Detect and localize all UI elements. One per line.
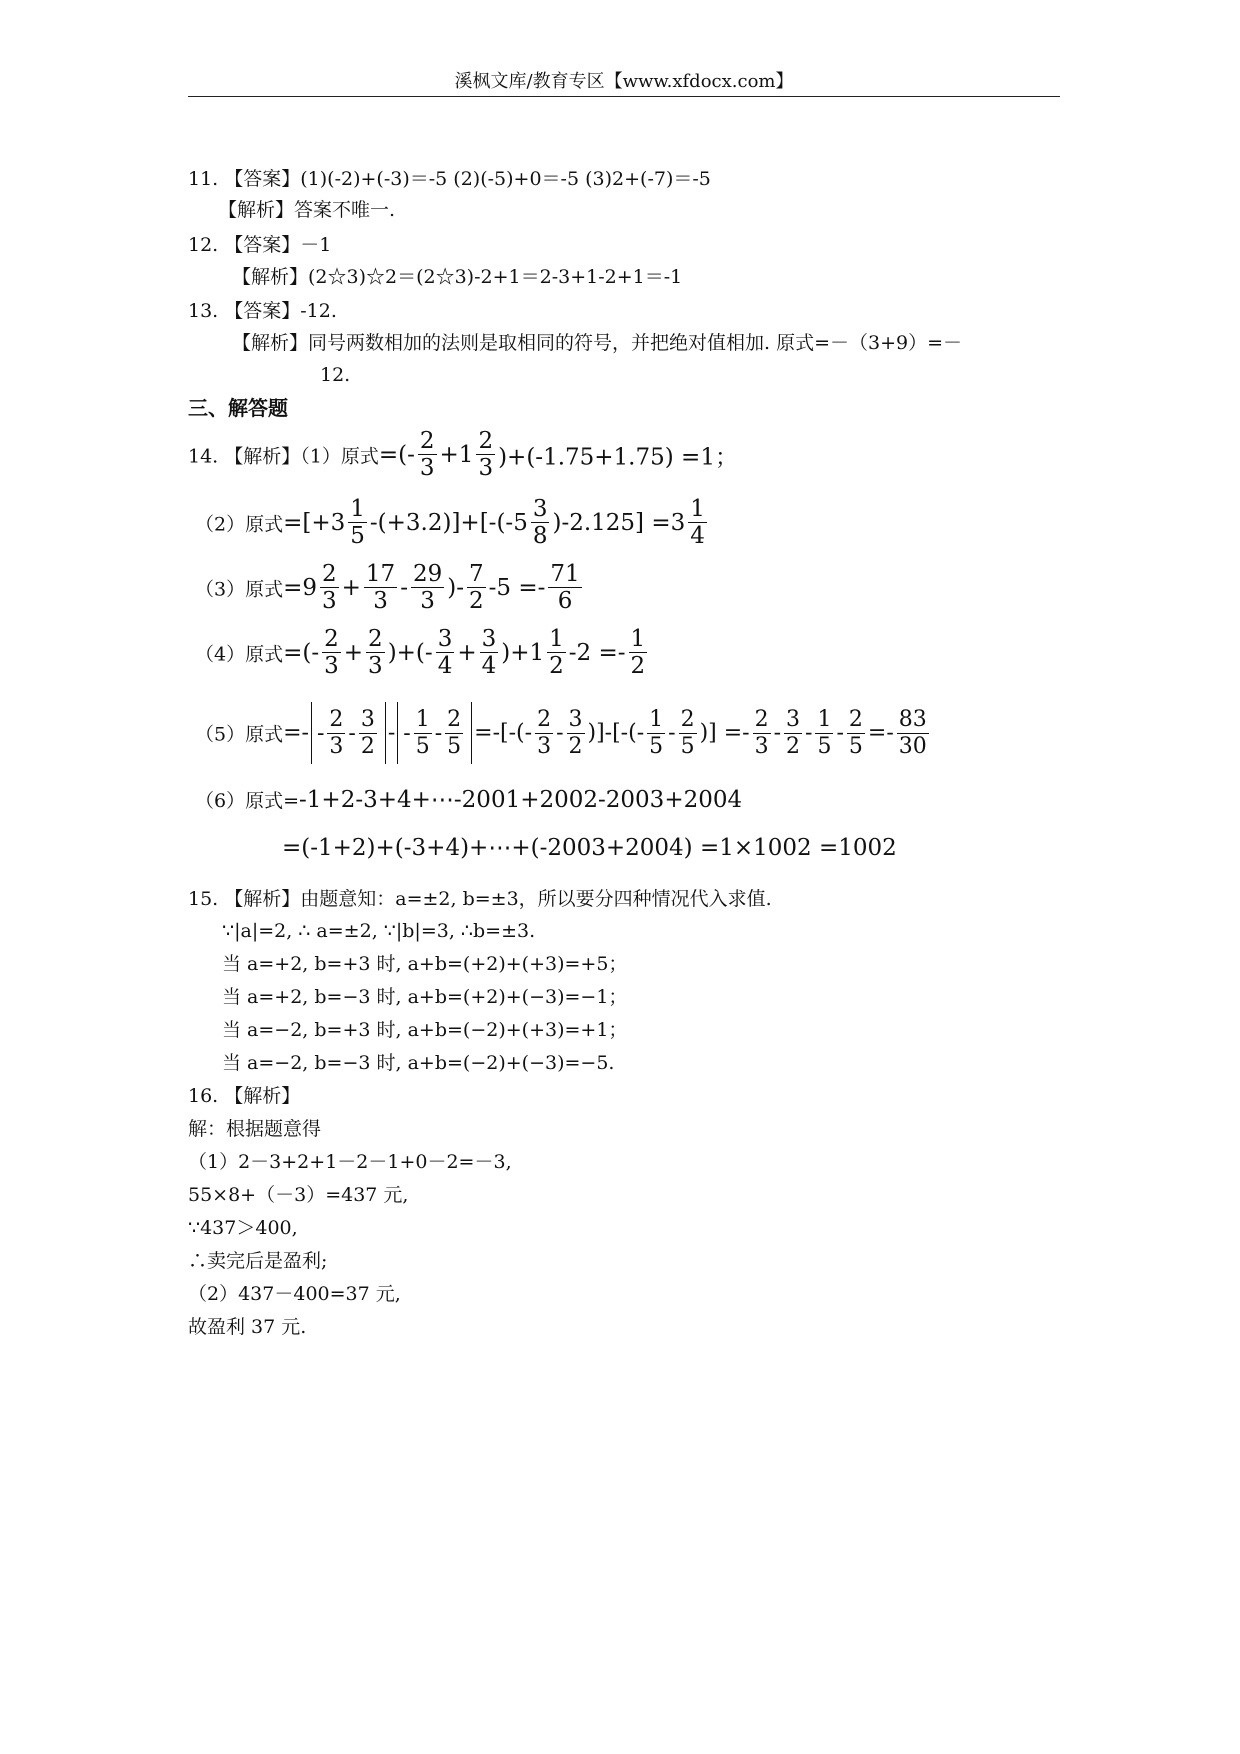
denominator: 3 bbox=[324, 653, 339, 680]
math-text: =-[-(- bbox=[474, 720, 533, 746]
denominator: 3 bbox=[329, 733, 344, 759]
math-text: - bbox=[434, 720, 443, 746]
denominator: 2 bbox=[360, 733, 375, 759]
fraction bbox=[847, 707, 865, 759]
q16-line5: ∵437＞400, bbox=[188, 1217, 298, 1239]
numerator: 1 bbox=[350, 496, 365, 522]
numerator: 2 bbox=[478, 428, 494, 454]
denominator: 5 bbox=[817, 733, 832, 759]
numerator: 2 bbox=[680, 707, 695, 733]
denominator: 2 bbox=[568, 733, 583, 759]
numerator: 2 bbox=[368, 626, 383, 652]
denominator: 5 bbox=[447, 733, 462, 759]
fraction bbox=[322, 626, 341, 680]
absolute-value bbox=[397, 702, 472, 764]
math-text: )+1 bbox=[501, 639, 545, 666]
denominator: 4 bbox=[481, 653, 497, 680]
math-text: - bbox=[836, 720, 844, 746]
denominator: 5 bbox=[649, 733, 664, 759]
fraction bbox=[753, 707, 771, 759]
math-text: - bbox=[805, 720, 813, 746]
q16-line7: （2）437－400=37 元, bbox=[188, 1283, 401, 1305]
denominator: 2 bbox=[786, 733, 801, 759]
numerator: 3 bbox=[481, 626, 497, 652]
numerator: 2 bbox=[447, 707, 462, 733]
denominator: 4 bbox=[437, 653, 453, 680]
q13-analysis-line2: 12. bbox=[320, 364, 351, 386]
q14-part6-line2: =(-1+2)+(-3+4)+⋯+(-2003+2004) =1×1002 =1002 bbox=[282, 835, 897, 861]
fraction bbox=[784, 707, 802, 759]
section-title: 三、解答题 bbox=[188, 396, 288, 420]
numerator: 3 bbox=[532, 496, 548, 522]
part-label: （2）原式 bbox=[195, 513, 284, 536]
q14-part4 bbox=[195, 626, 650, 688]
math-text: - bbox=[387, 720, 396, 746]
q15-line2: ∵|a|=2, ∴ a=±2, ∵|b|=3, ∴b=±3. bbox=[222, 920, 536, 942]
numerator: 83 bbox=[898, 707, 927, 733]
math-text: )-2.125] =3 bbox=[552, 509, 686, 536]
math-text: )- bbox=[447, 574, 465, 601]
fraction bbox=[359, 707, 377, 759]
fraction bbox=[467, 561, 486, 615]
q16-line8: 故盈利 37 元. bbox=[188, 1316, 307, 1338]
denominator: 3 bbox=[322, 588, 337, 615]
q14-part6-line1 bbox=[195, 786, 742, 818]
numerator: 2 bbox=[537, 707, 552, 733]
q11-analysis: 【解析】答案不唯一. bbox=[218, 199, 396, 221]
fraction bbox=[348, 496, 367, 550]
math-text: - bbox=[403, 720, 411, 746]
math-text: - bbox=[556, 720, 564, 746]
denominator: 5 bbox=[848, 733, 863, 759]
fraction bbox=[364, 561, 397, 615]
denominator: 3 bbox=[754, 733, 769, 759]
denominator: 2 bbox=[549, 653, 564, 680]
math-text: + bbox=[343, 639, 364, 666]
part-label: （3）原式 bbox=[195, 578, 284, 601]
numerator: 2 bbox=[419, 428, 435, 454]
math-text: +1 bbox=[439, 441, 474, 468]
math-text: -1+2-3+4+⋯-2001+2002-2003+2004 bbox=[299, 787, 743, 813]
math-text: =- bbox=[283, 720, 309, 746]
denominator: 4 bbox=[690, 523, 705, 550]
fraction bbox=[815, 707, 833, 759]
fraction bbox=[547, 626, 566, 680]
q14-part5 bbox=[195, 702, 932, 766]
fraction bbox=[436, 626, 455, 680]
denominator: 2 bbox=[469, 588, 484, 615]
fraction bbox=[445, 707, 463, 759]
q12-analysis: 【解析】(2☆3)☆2＝(2☆3)-2+1＝2-3+1-2+1＝-1 bbox=[232, 266, 683, 288]
numerator: 29 bbox=[412, 561, 443, 587]
numerator: 2 bbox=[754, 707, 769, 733]
numerator: 1 bbox=[690, 496, 705, 522]
fraction bbox=[414, 707, 432, 759]
math-text: - bbox=[316, 720, 325, 746]
numerator: 1 bbox=[630, 626, 646, 652]
denominator: 3 bbox=[537, 733, 552, 759]
math-text: -(+3.2)]+[-(-5 bbox=[369, 509, 528, 536]
q12-answer: 12. 【答案】－1 bbox=[188, 234, 332, 256]
math-text: - bbox=[773, 720, 782, 746]
numerator: 1 bbox=[649, 707, 664, 733]
page-header: 溪枫文库/教育专区【www.xfdocx.com】 bbox=[188, 68, 1060, 97]
math-text: + bbox=[341, 574, 361, 601]
part-label: （5）原式 bbox=[195, 723, 284, 746]
math-text: -2 =- bbox=[568, 639, 626, 666]
part-label: （4）原式 bbox=[195, 643, 284, 666]
denominator: 3 bbox=[420, 588, 435, 615]
fraction bbox=[647, 707, 665, 759]
q13-analysis-line1: 【解析】同号两数相加的法则是取相同的符号，并把绝对值相加. 原式=－（3+9）=－ bbox=[232, 332, 963, 354]
fraction bbox=[629, 626, 648, 680]
numerator: 71 bbox=[550, 561, 580, 587]
fraction bbox=[679, 707, 697, 759]
fraction bbox=[688, 496, 707, 550]
numerator: 2 bbox=[848, 707, 863, 733]
math-text: )+(- bbox=[387, 639, 433, 666]
math-text: - bbox=[668, 720, 676, 746]
q14-intro: 14. 【解析】（1）原式 bbox=[188, 445, 379, 468]
fraction bbox=[535, 707, 553, 759]
q15-line5: 当 a=−2, b=+3 时, a+b=(−2)+(+3)=+1； bbox=[222, 1019, 628, 1041]
math-text: )]-[-(- bbox=[587, 720, 645, 746]
numerator: 3 bbox=[786, 707, 801, 733]
math-text: )] =- bbox=[699, 720, 750, 746]
q16-line6: ∴卖完后是盈利; bbox=[188, 1250, 328, 1272]
numerator: 2 bbox=[322, 561, 337, 587]
denominator: 8 bbox=[532, 523, 548, 550]
fraction bbox=[476, 428, 495, 482]
numerator: 3 bbox=[437, 626, 453, 652]
denominator: 6 bbox=[557, 588, 573, 615]
q14-part3 bbox=[195, 561, 585, 623]
denominator: 3 bbox=[419, 455, 435, 482]
q15-line3: 当 a=+2, b=+3 时, a+b=(+2)+(+3)=+5； bbox=[222, 953, 628, 975]
math-text: =- bbox=[867, 720, 894, 746]
math-text: + bbox=[457, 639, 477, 666]
math-text: )+(-1.75+1.75) =1； bbox=[498, 444, 738, 471]
math-text: =(- bbox=[378, 441, 415, 468]
math-text: - bbox=[348, 720, 356, 746]
denominator: 3 bbox=[478, 455, 494, 482]
part-label: （6）原式= bbox=[195, 790, 300, 812]
q15-line1: 15. 【解析】由题意知：a=±2, b=±3，所以要分四种情况代入求值. bbox=[188, 888, 772, 910]
absolute-value bbox=[311, 702, 386, 764]
denominator: 2 bbox=[630, 653, 646, 680]
q16-line1: 16. 【解析】 bbox=[188, 1085, 301, 1107]
numerator: 2 bbox=[324, 626, 339, 652]
fraction bbox=[411, 561, 444, 615]
numerator: 17 bbox=[365, 561, 396, 587]
fraction bbox=[327, 707, 345, 759]
math-text: -5 =- bbox=[488, 574, 546, 601]
fraction bbox=[548, 561, 581, 615]
q15-line6: 当 a=−2, b=−3 时, a+b=(−2)+(−3)=−5. bbox=[222, 1052, 615, 1074]
numerator: 1 bbox=[415, 707, 430, 733]
fraction bbox=[418, 428, 437, 482]
numerator: 3 bbox=[568, 707, 583, 733]
fraction bbox=[897, 707, 929, 759]
q16-line4: 55×8+（－3）=437 元, bbox=[188, 1184, 409, 1206]
denominator: 5 bbox=[680, 733, 695, 759]
q16-line2: 解：根据题意得 bbox=[188, 1118, 322, 1140]
numerator: 2 bbox=[329, 707, 344, 733]
fraction bbox=[531, 496, 550, 550]
numerator: 7 bbox=[469, 561, 484, 587]
fraction bbox=[567, 707, 585, 759]
q14-part2 bbox=[195, 496, 710, 558]
fraction bbox=[480, 626, 499, 680]
numerator: 1 bbox=[817, 707, 832, 733]
math-text: =9 bbox=[283, 574, 317, 601]
fraction bbox=[366, 626, 385, 680]
denominator: 5 bbox=[350, 523, 365, 550]
numerator: 1 bbox=[549, 626, 564, 652]
q13-answer: 13. 【答案】-12. bbox=[188, 300, 337, 322]
denominator: 3 bbox=[368, 653, 383, 680]
math-text: - bbox=[400, 574, 408, 601]
q15-line4: 当 a=+2, b=−3 时, a+b=(+2)+(−3)=−1； bbox=[222, 986, 628, 1008]
q14-part1 bbox=[188, 428, 738, 490]
math-text: =(- bbox=[283, 639, 320, 666]
denominator: 30 bbox=[898, 733, 927, 759]
q11-answer: 11. 【答案】(1)(-2)+(-3)＝-5 (2)(-5)+0＝-5 (3)2+(-7)＝-5 bbox=[188, 168, 711, 190]
denominator: 3 bbox=[373, 588, 388, 615]
denominator: 5 bbox=[415, 733, 430, 759]
fraction bbox=[320, 561, 339, 615]
numerator: 3 bbox=[360, 707, 375, 733]
q16-line3: （1）2－3+2+1－2－1+0－2=－3, bbox=[188, 1151, 512, 1173]
math-text: =[+3 bbox=[283, 509, 346, 536]
